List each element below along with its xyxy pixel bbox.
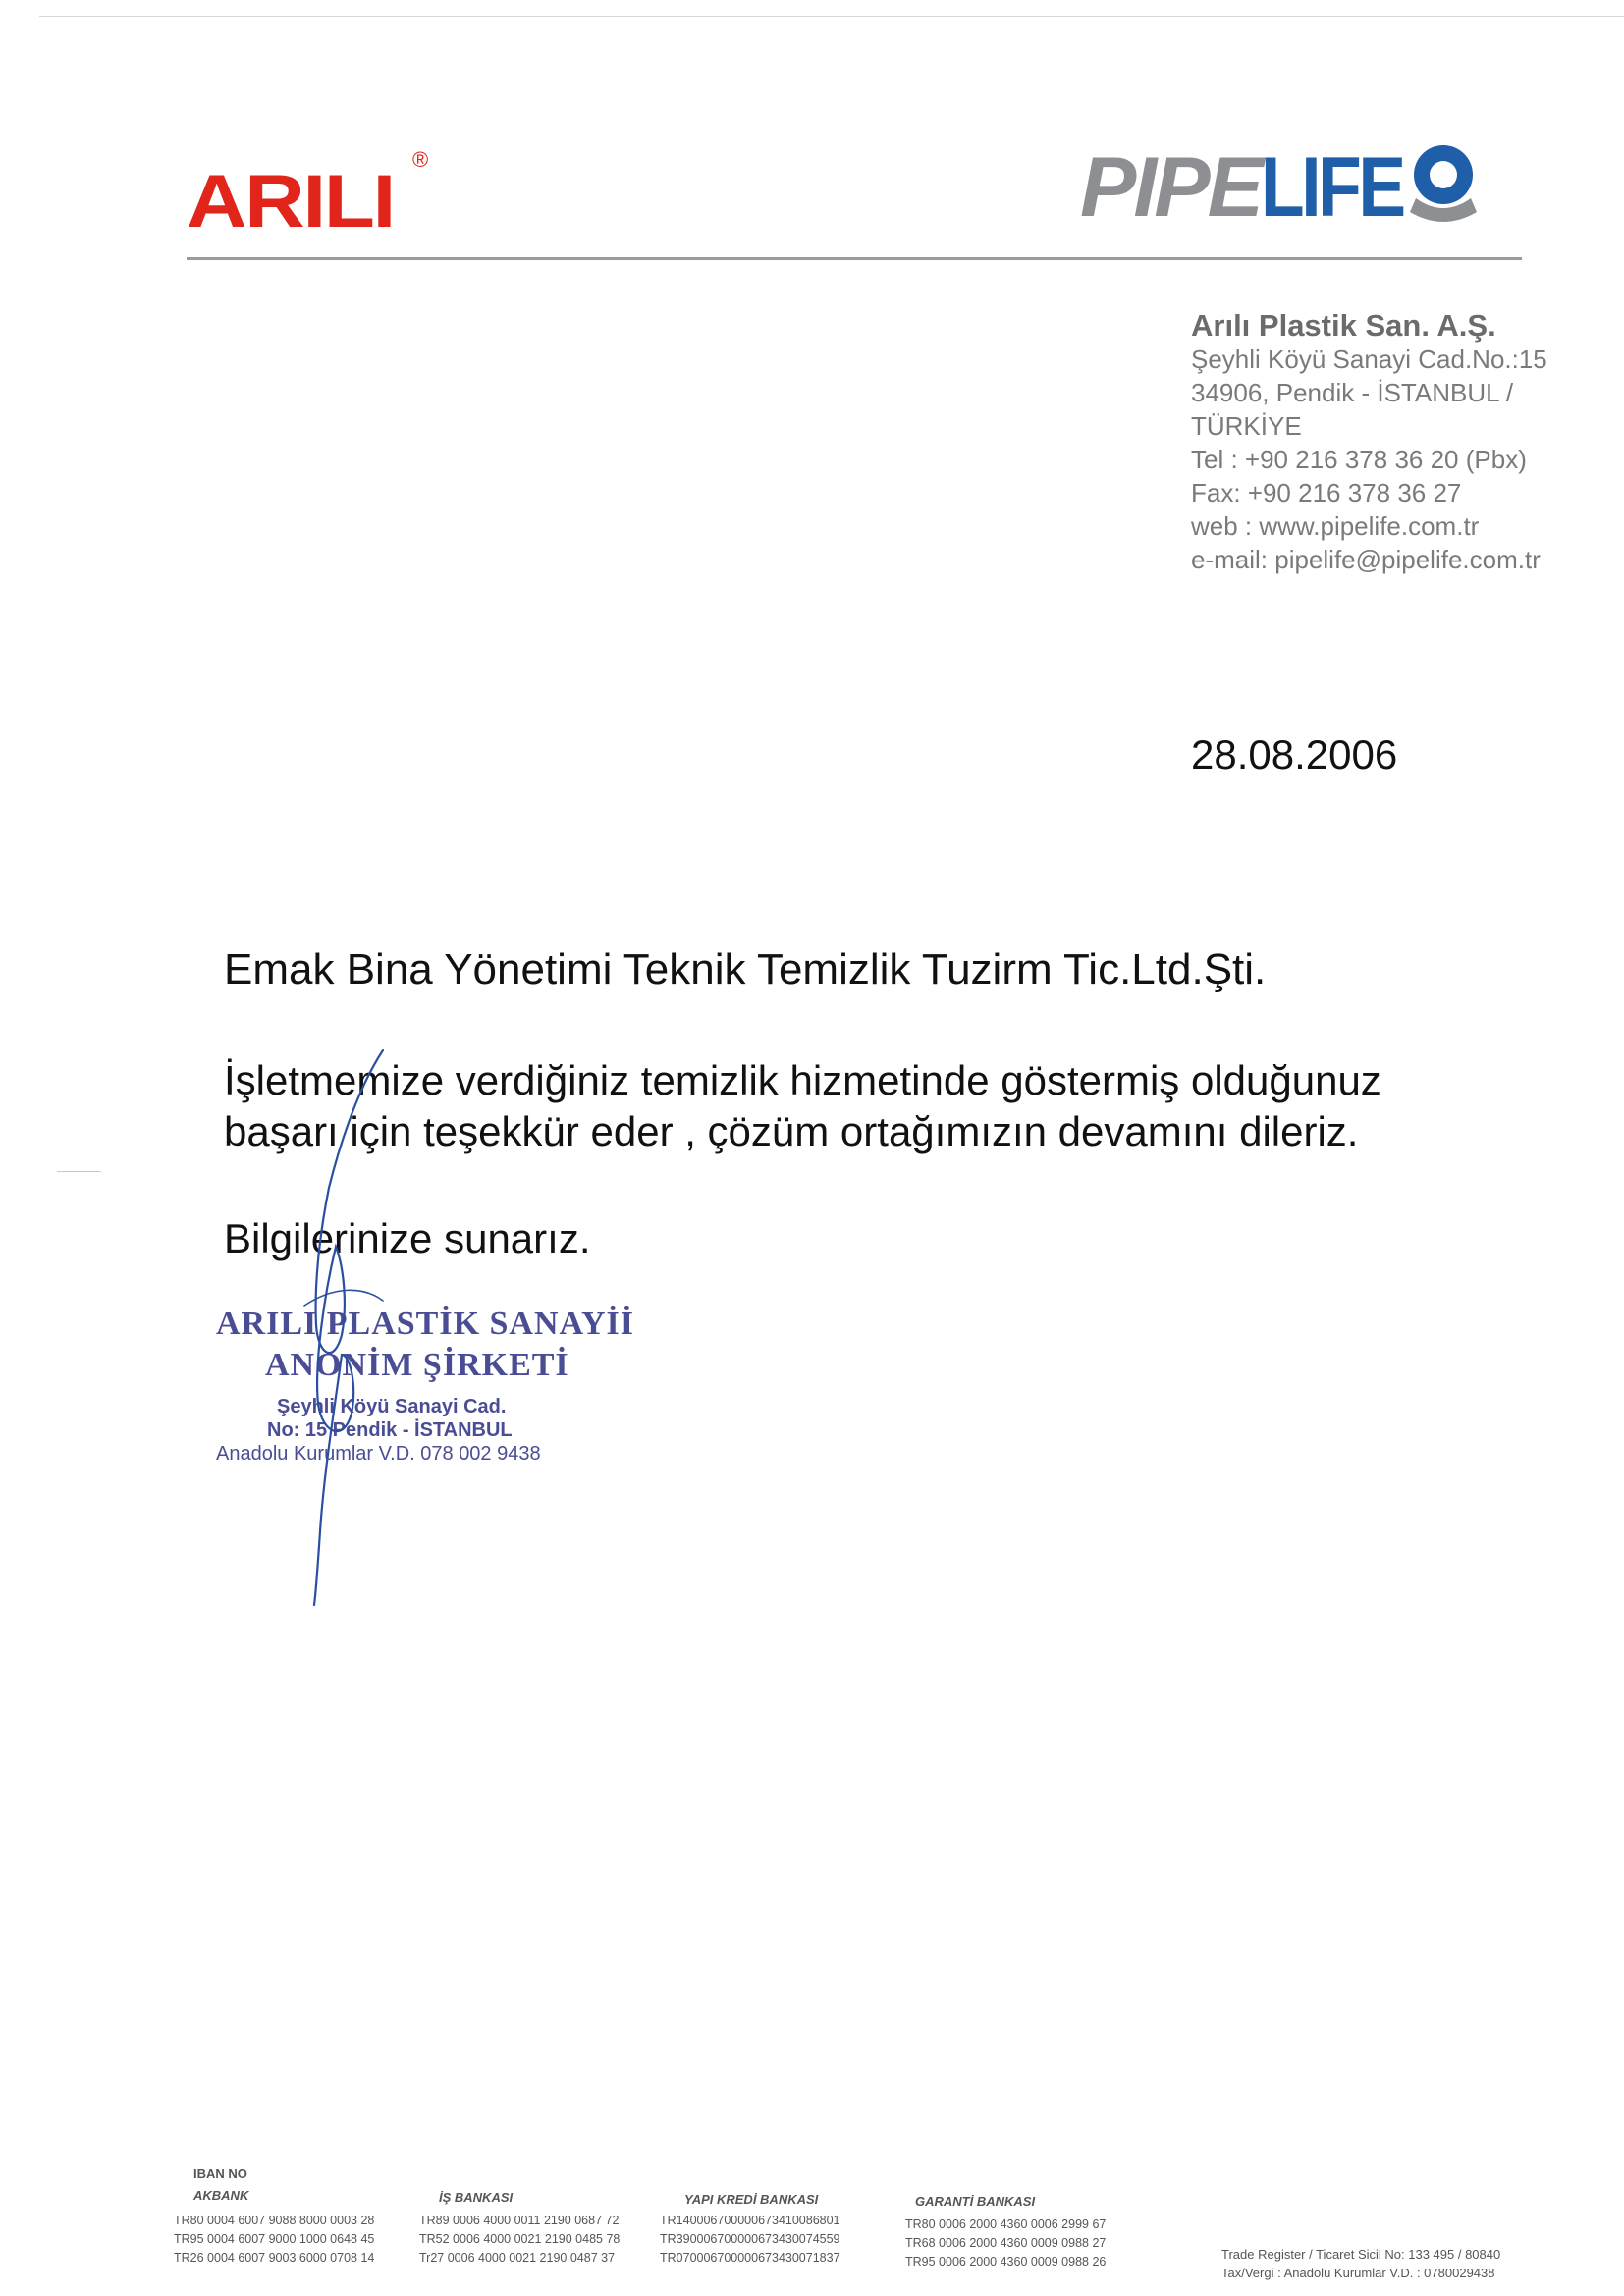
bank-accounts-yapi-kredi	[660, 2212, 840, 2268]
account-row: TR26 0004 6007 9003 6000 0708 14	[174, 2251, 375, 2265]
bank-name-is-bankasi: İŞ BANKASI	[439, 2190, 514, 2205]
sender-web: web : www.pipelife.com.tr	[1191, 511, 1480, 541]
sender-tel: Tel : +90 216 378 36 20 (Pbx)	[1191, 445, 1527, 474]
sender-city: 34906, Pendik - İSTANBUL / TÜRKİYE	[1191, 378, 1514, 441]
account-row: Tr27 0006 4000 0021 2190 0487 37	[419, 2251, 616, 2265]
account-row: TR89 0006 4000 0011 2190 0687 72	[419, 2214, 620, 2227]
bank-accounts-garanti	[905, 2216, 1106, 2271]
sender-address	[1191, 309, 1624, 576]
stamp-line-4: No: 15 Pendik - İSTANBUL	[267, 1419, 513, 1441]
arili-logo: ARILI	[187, 160, 395, 243]
letter-recipient: Emak Bina Yönetimi Teknik Temizlik Tuzirm Tic.Ltd.Şti.	[224, 945, 1267, 993]
pipelife-logo-pipe: PIPE	[1080, 140, 1261, 235]
bank-name-akbank: AKBANK	[193, 2188, 249, 2203]
account-row: TR80 0006 2000 4360 0006 2999 67	[905, 2217, 1107, 2231]
handwritten-signature	[245, 1041, 442, 1610]
sender-email: e-mail: pipelife@pipelife.com.tr	[1191, 545, 1541, 574]
account-row: TR95 0006 2000 4360 0009 0988 26	[905, 2255, 1107, 2269]
tax-office: Tax/Vergi : Anadolu Kurumlar V.D. : 0780029438	[1221, 2266, 1495, 2280]
account-row: TR52 0006 4000 0021 2190 0485 78	[419, 2232, 621, 2246]
bank-name-garanti: GARANTİ BANKASI	[915, 2194, 1036, 2209]
pipelife-emblem-icon	[1404, 139, 1483, 228]
letter-paragraph-line-1: İşletmemize verdiğiniz temizlik hizmetinde göstermiş olduğunuz	[224, 1057, 1381, 1103]
account-row: TR070006700000673430071837	[660, 2251, 840, 2265]
account-row: TR95 0004 6007 9000 1000 0648 45	[174, 2232, 375, 2246]
sender-company: Arılı Plastik San. A.Ş.	[1191, 308, 1496, 343]
sender-fax: Fax: +90 216 378 36 27	[1191, 478, 1462, 507]
letter-date: 28.08.2006	[1191, 731, 1398, 777]
trade-register: Trade Register / Ticaret Sicil No: 133 495 / 80840	[1221, 2247, 1501, 2262]
pipelife-logo	[1080, 140, 1428, 253]
account-row: TR80 0004 6007 9088 8000 0003 28	[174, 2214, 375, 2227]
pipelife-logo-life: LIFE	[1260, 140, 1403, 235]
letter-paragraph-line-2: başarı için teşekkür eder , çözüm ortağımızın devamını dileriz.	[224, 1108, 1359, 1154]
letter-closing: Bilgilerinize sunarız.	[224, 1215, 591, 1261]
iban-label: IBAN NO	[193, 2166, 247, 2181]
stamp-line-3: Şeyhli Köyü Sanayi Cad.	[277, 1396, 507, 1417]
sender-street: Şeyhli Köyü Sanayi Cad.No.:15	[1191, 345, 1547, 374]
footer	[169, 2166, 1524, 2284]
account-row: TR390006700000673430074559	[660, 2232, 840, 2246]
account-row: TR68 0006 2000 4360 0009 0988 27	[905, 2236, 1107, 2250]
stamp-line-2: ANONİM ŞİRKETİ	[265, 1347, 569, 1383]
top-edge-line	[39, 16, 1624, 17]
registered-mark: ®	[412, 147, 429, 172]
header-rule	[187, 257, 1522, 260]
fold-mark	[57, 1171, 101, 1172]
bank-name-yapi-kredi: YAPI KREDİ BANKASI	[684, 2192, 819, 2207]
bank-accounts-is-bankasi	[419, 2212, 620, 2268]
stamp-line-5: Anadolu Kurumlar V.D. 078 002 9438	[216, 1443, 541, 1465]
account-row: TR140006700000673410086801	[660, 2214, 840, 2227]
stamp-line-1: ARILI PLASTİK SANAYİİ	[216, 1306, 634, 1342]
bank-accounts-akbank	[174, 2212, 374, 2268]
